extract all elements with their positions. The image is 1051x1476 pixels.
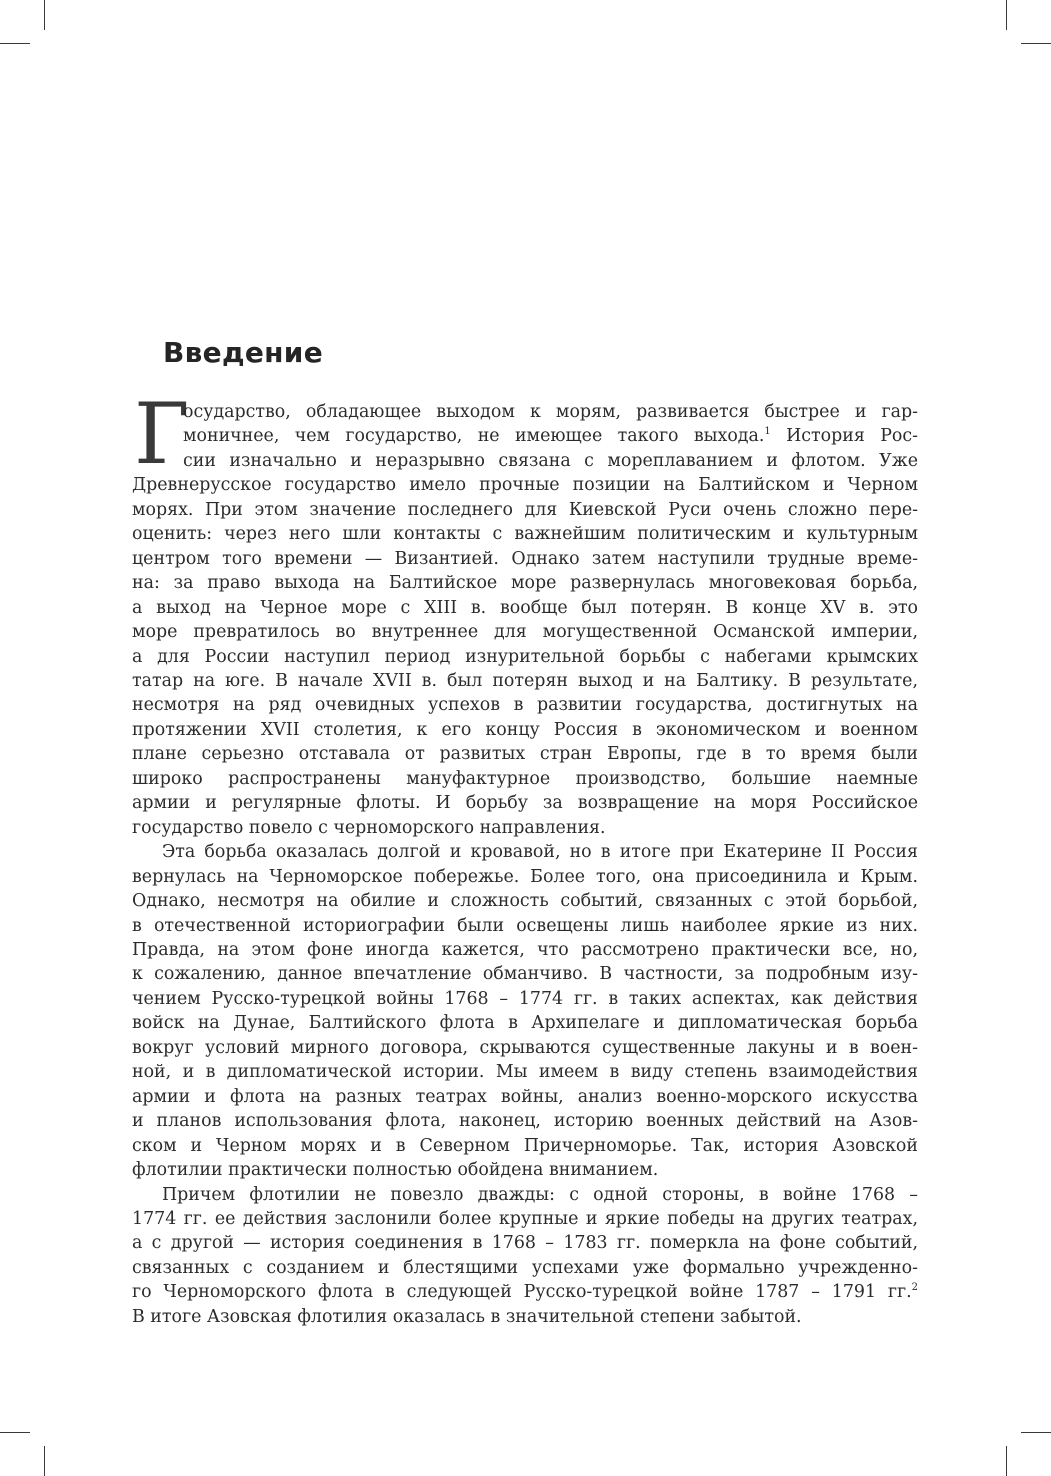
text-line: осударство, обладающее выходом к морям, развивается быстрее и гар- xyxy=(183,402,918,422)
text-line: на: за право выхода на Балтийское море развернулась многовековая борьба, xyxy=(132,573,918,594)
chapter-heading: Введение xyxy=(163,336,324,369)
text-line: чением Русско-турецкой войны 1768 – 1774 гг. в таких аспектах, как действия xyxy=(132,988,918,1009)
crop-mark-top-right-horizontal xyxy=(1021,43,1051,44)
drop-cap: Г xyxy=(134,385,190,483)
text-line: флотилии практически полностью обойдена вниманием. xyxy=(132,1160,659,1181)
footnote-ref: 1 xyxy=(764,426,771,438)
text-line: оценить: через него шли контакты с важнейшим политическим и культурным xyxy=(132,524,918,545)
text-line: ском и Черном морях и в Северном Причерноморье. Так, история Азовской xyxy=(132,1135,918,1156)
text-line: моничнее, чем государство, не имеющее такого выхода.$^1$ История Рос- xyxy=(183,426,918,447)
text-line: а выход на Черное море с XIII в. вообще был потерян. В конце XV в. это xyxy=(132,597,918,618)
crop-mark-top-left-vertical xyxy=(44,0,45,30)
text-line: Однако, несмотря на обилие и сложность событий, связанных с этой борьбой, xyxy=(132,891,918,912)
text-line: го Черноморского флота в следующей Русско-турецкой войне 1787 – 1791 гг.$^2$ xyxy=(132,1282,918,1303)
text-line: вокруг условий мирного договора, скрываются существенные лакуны и в воен- xyxy=(132,1037,918,1058)
text-line: сии изначально и неразрывно связана с мореплаванием и флотом. Уже xyxy=(183,450,918,471)
text-line: Причем флотилии не повезло дважды: с одной стороны, в войне 1768 – xyxy=(162,1184,918,1205)
text-line: армии и регулярные флоты. И борьбу за возвращение на моря Российское xyxy=(132,793,918,814)
body-text xyxy=(132,385,918,1329)
text-line: морях. При этом значение последнего для Киевской Руси очень сложно пере- xyxy=(132,499,918,520)
text-line: связанных с созданием и блестящими успехами уже формально учрежденно- xyxy=(132,1257,918,1278)
text-line: Правда, на этом фоне иногда кажется, что рассмотрено практически все, но, xyxy=(132,939,918,960)
text-line: вернулась на Черноморское побережье. Более того, она присоединила и Крым. xyxy=(132,866,918,887)
text-line: 1774 гг. ее действия заслонили более крупные и яркие победы на других театрах, xyxy=(132,1208,918,1229)
text-line: войск на Дунае, Балтийского флота в Архипелаге и дипломатическая борьба xyxy=(132,1013,918,1034)
text-line: центром того времени — Византией. Однако затем наступили трудные време- xyxy=(132,548,918,569)
crop-mark-bottom-left-horizontal xyxy=(0,1432,30,1433)
text-line: несмотря на ряд очевидных успехов в развитии государства, достигнутых на xyxy=(132,695,918,716)
crop-mark-bottom-left-vertical xyxy=(44,1446,45,1476)
crop-mark-top-right-vertical xyxy=(1006,0,1007,30)
text-line: Эта борьба оказалась долгой и кровавой, но в итоге при Екатерине II Россия xyxy=(162,842,918,863)
text-line: в отечественной историографии были освещены лишь наиболее яркие из них. xyxy=(132,915,918,936)
crop-mark-bottom-right-horizontal xyxy=(1021,1432,1051,1433)
text-line: и планов использования флота, наконец, историю военных действий на Азов- xyxy=(132,1111,918,1132)
text-line: армии и флота на разных театрах войны, анализ военно-морского искусства xyxy=(132,1086,918,1107)
text-line: широко распространены мануфактурное производство, большие наемные xyxy=(132,768,918,789)
text-line: В итоге Азовская флотилия оказалась в значительной степени забытой. xyxy=(132,1306,802,1327)
text-line: татар на юге. В начале XVII в. был потерян выход и на Балтику. В результате, xyxy=(132,670,918,691)
footnote-ref: 2 xyxy=(911,1282,918,1294)
crop-mark-bottom-right-vertical xyxy=(1006,1446,1007,1476)
text-line: море превратилось во внутреннее для могущественной Османской империи, xyxy=(132,622,918,643)
text-line: а для России наступил период изнурительной борьбы с набегами крымских xyxy=(132,646,918,667)
text-line: ной, и в дипломатической истории. Мы имеем в виду степень взаимодействия xyxy=(132,1062,918,1083)
crop-mark-top-left-horizontal xyxy=(0,43,30,44)
text-line: протяжении XVII столетия, к его концу Россия в экономическом и военном xyxy=(132,719,918,740)
text-line: плане серьезно отставала от развитых стран Европы, где в то время были xyxy=(132,744,918,765)
text-line: а с другой — история соединения в 1768 – 1783 гг. померкла на фоне событий, xyxy=(132,1233,918,1254)
text-line: Древнерусское государство имело прочные позиции на Балтийском и Черном xyxy=(132,475,918,496)
text-line: к сожалению, данное впечатление обманчиво. В частности, за подробным изу- xyxy=(132,964,918,985)
text-line: государство повело с черноморского направления. xyxy=(132,817,606,838)
